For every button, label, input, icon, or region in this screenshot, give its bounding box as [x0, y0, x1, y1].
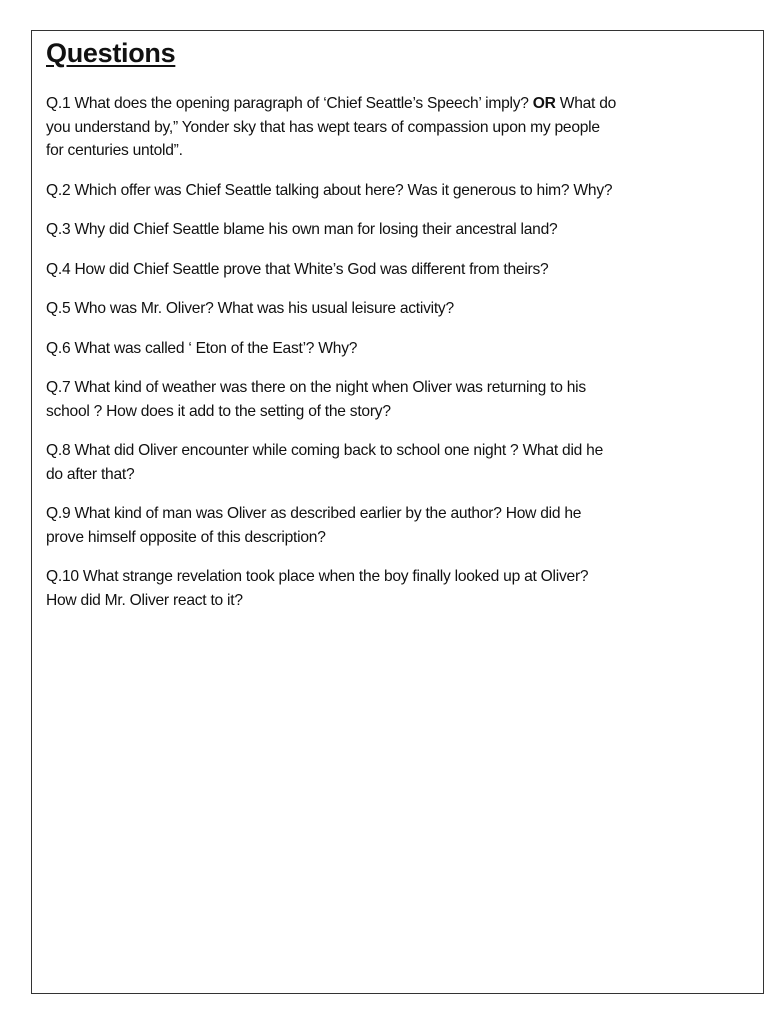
question-line: do after that? [46, 465, 135, 483]
question-line: Q.2 Which offer was Chief Seattle talking about here? Was it generous to him? Why? [46, 181, 613, 199]
question-line: you understand by,” Yonder sky that has wept tears of compassion upon my people [46, 118, 600, 136]
question-1 [46, 92, 758, 163]
question-line: Q.3 Why did Chief Seattle blame his own man for losing their ancestral land? [46, 221, 558, 238]
question-text: Q.1 What does the opening paragraph of ‘Chief Seattle’s Speech’ imply? [46, 95, 533, 112]
question-9 [46, 502, 758, 549]
question-line: for centuries untold”. [46, 142, 183, 159]
question-line: Q.6 What was called ‘ Eton of the East’? Why? [46, 339, 358, 357]
question-text: What do [555, 95, 617, 112]
questions-list [46, 92, 758, 628]
question-7 [46, 376, 758, 423]
question-line: Q.7 What kind of weather was there on the night when Oliver was returning to his [46, 379, 586, 396]
or-emphasis: OR [532, 95, 556, 112]
question-line: Q.5 Who was Mr. Oliver? What was his usual leisure activity? [46, 300, 454, 317]
question-8 [46, 439, 758, 486]
question-line: Q.9 What kind of man was Oliver as described earlier by the author? How did he [46, 505, 582, 522]
question-line: prove himself opposite of this description? [46, 528, 326, 546]
remaining-questions [46, 179, 758, 613]
question-5 [46, 297, 758, 321]
question-line [46, 92, 758, 116]
question-4 [46, 258, 758, 282]
question-line: Q.10 What strange revelation took place when the boy finally looked up at Oliver? [46, 568, 589, 585]
question-line: Q.4 How did Chief Seattle prove that White’s God was different from theirs? [46, 260, 549, 278]
question-3 [46, 218, 758, 242]
question-line: How did Mr. Oliver react to it? [46, 591, 243, 609]
question-10 [46, 565, 758, 612]
question-6 [46, 337, 758, 361]
question-2 [46, 179, 758, 203]
page-title: Questions [46, 38, 176, 68]
question-line: Q.8 What did Oliver encounter while coming back to school one night ? What did he [46, 442, 604, 459]
question-line: school ? How does it add to the setting of the story? [46, 402, 391, 420]
